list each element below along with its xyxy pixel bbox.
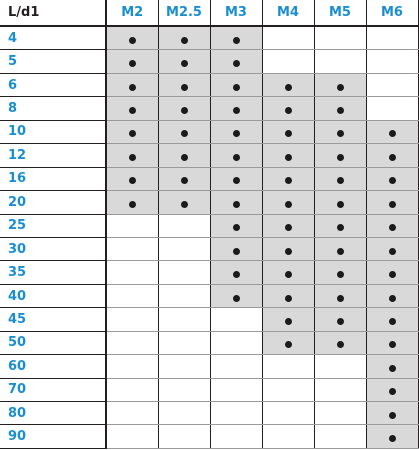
table-cell <box>262 120 314 143</box>
filled-dot-icon <box>389 388 396 395</box>
table-cell <box>210 167 262 190</box>
table-row <box>0 97 418 120</box>
filled-dot-icon <box>337 295 344 302</box>
table-cell <box>366 261 418 284</box>
table-cell <box>262 402 314 425</box>
table-cell <box>210 191 262 214</box>
filled-dot-icon <box>233 177 240 184</box>
table-cell <box>106 191 158 214</box>
table-cell <box>314 308 366 331</box>
table-cell <box>106 144 158 167</box>
table-cell <box>314 378 366 401</box>
table-cell <box>366 26 418 50</box>
table-row <box>0 191 418 214</box>
filled-dot-icon <box>389 130 396 137</box>
filled-dot-icon <box>285 201 292 208</box>
filled-dot-icon <box>337 341 344 348</box>
table-cell <box>314 331 366 354</box>
filled-dot-icon <box>285 84 292 91</box>
table-row <box>0 425 418 449</box>
table-cell <box>158 97 210 120</box>
filled-dot-icon <box>285 271 292 278</box>
filled-dot-icon <box>389 248 396 255</box>
table-cell <box>106 237 158 260</box>
filled-dot-icon <box>233 201 240 208</box>
table-cell <box>158 261 210 284</box>
row-label: 60 <box>0 355 106 378</box>
table-cell <box>366 425 418 449</box>
table-row <box>0 308 418 331</box>
filled-dot-icon <box>389 177 396 184</box>
table-cell <box>210 284 262 307</box>
table-cell <box>262 284 314 307</box>
table-cell <box>366 402 418 425</box>
table-cell <box>314 425 366 449</box>
filled-dot-icon <box>337 271 344 278</box>
filled-dot-icon <box>129 60 136 67</box>
table-cell <box>106 120 158 143</box>
table-cell <box>314 97 366 120</box>
table-cell <box>210 261 262 284</box>
filled-dot-icon <box>233 224 240 231</box>
table-cell <box>106 355 158 378</box>
row-label: 45 <box>0 308 106 331</box>
row-label: 6 <box>0 73 106 96</box>
table-cell <box>314 284 366 307</box>
row-label: 25 <box>0 214 106 237</box>
filled-dot-icon <box>233 295 240 302</box>
filled-dot-icon <box>233 130 240 137</box>
table-row <box>0 120 418 143</box>
table-cell <box>106 167 158 190</box>
row-label: 50 <box>0 331 106 354</box>
table-cell <box>262 355 314 378</box>
table-cell <box>106 97 158 120</box>
table-cell <box>262 97 314 120</box>
column-header: M3 <box>210 0 262 26</box>
filled-dot-icon <box>129 130 136 137</box>
filled-dot-icon <box>233 37 240 44</box>
table-row <box>0 378 418 401</box>
filled-dot-icon <box>285 341 292 348</box>
filled-dot-icon <box>285 248 292 255</box>
filled-dot-icon <box>129 154 136 161</box>
filled-dot-icon <box>181 37 188 44</box>
table-cell <box>106 73 158 96</box>
row-label: 4 <box>0 26 106 50</box>
filled-dot-icon <box>233 84 240 91</box>
column-header: M2 <box>106 0 158 26</box>
table-cell <box>314 144 366 167</box>
row-label: 20 <box>0 191 106 214</box>
column-header: M2.5 <box>158 0 210 26</box>
filled-dot-icon <box>285 154 292 161</box>
table-cell <box>262 308 314 331</box>
table-cell <box>366 214 418 237</box>
table-cell <box>262 237 314 260</box>
filled-dot-icon <box>337 177 344 184</box>
table-cell <box>210 425 262 449</box>
table-cell <box>106 331 158 354</box>
table-cell <box>158 120 210 143</box>
table-cell <box>106 425 158 449</box>
table-cell <box>314 167 366 190</box>
table-cell <box>210 214 262 237</box>
table-cell <box>262 167 314 190</box>
table-cell <box>210 73 262 96</box>
table-cell <box>106 284 158 307</box>
table-cell <box>314 50 366 73</box>
table-cell <box>106 261 158 284</box>
table-cell <box>262 214 314 237</box>
table-cell <box>106 214 158 237</box>
filled-dot-icon <box>389 271 396 278</box>
table-row <box>0 261 418 284</box>
table-row <box>0 402 418 425</box>
table-cell <box>314 26 366 50</box>
filled-dot-icon <box>129 84 136 91</box>
table-cell <box>158 191 210 214</box>
table-cell <box>210 402 262 425</box>
row-label: 12 <box>0 144 106 167</box>
table-cell <box>314 402 366 425</box>
filled-dot-icon <box>129 107 136 114</box>
filled-dot-icon <box>285 224 292 231</box>
filled-dot-icon <box>337 107 344 114</box>
table-row <box>0 73 418 96</box>
filled-dot-icon <box>389 224 396 231</box>
table-cell <box>106 402 158 425</box>
table-row <box>0 26 418 50</box>
table-cell <box>262 50 314 73</box>
table-cell <box>210 97 262 120</box>
row-label: 30 <box>0 237 106 260</box>
table-row <box>0 167 418 190</box>
table-cell <box>262 73 314 96</box>
table-row <box>0 144 418 167</box>
filled-dot-icon <box>129 37 136 44</box>
table-cell <box>366 191 418 214</box>
row-label: 35 <box>0 261 106 284</box>
filled-dot-icon <box>389 318 396 325</box>
table-cell <box>366 120 418 143</box>
filled-dot-icon <box>233 154 240 161</box>
filled-dot-icon <box>129 201 136 208</box>
table-cell <box>106 378 158 401</box>
table-cell <box>366 144 418 167</box>
table-cell <box>262 261 314 284</box>
filled-dot-icon <box>389 341 396 348</box>
filled-dot-icon <box>285 130 292 137</box>
filled-dot-icon <box>233 60 240 67</box>
table-cell <box>158 402 210 425</box>
filled-dot-icon <box>233 271 240 278</box>
table-cell <box>210 50 262 73</box>
column-header: M4 <box>262 0 314 26</box>
table-cell <box>262 378 314 401</box>
filled-dot-icon <box>337 201 344 208</box>
table-cell <box>158 284 210 307</box>
filled-dot-icon <box>285 177 292 184</box>
column-header: M6 <box>366 0 418 26</box>
table-cell <box>366 237 418 260</box>
filled-dot-icon <box>337 130 344 137</box>
filled-dot-icon <box>389 435 396 442</box>
table-cell <box>158 237 210 260</box>
filled-dot-icon <box>389 154 396 161</box>
filled-dot-icon <box>285 295 292 302</box>
table-cell <box>158 331 210 354</box>
corner-label: L/d1 <box>0 0 106 26</box>
table-cell <box>158 308 210 331</box>
table-cell <box>158 26 210 50</box>
table-cell <box>262 425 314 449</box>
table-cell <box>106 50 158 73</box>
table-cell <box>210 308 262 331</box>
table-cell <box>158 214 210 237</box>
filled-dot-icon <box>337 248 344 255</box>
table-row <box>0 214 418 237</box>
table-cell <box>314 355 366 378</box>
table-cell <box>158 73 210 96</box>
filled-dot-icon <box>181 60 188 67</box>
filled-dot-icon <box>389 412 396 419</box>
table-cell <box>210 378 262 401</box>
table-cell <box>314 191 366 214</box>
table-cell <box>210 26 262 50</box>
table-cell <box>366 355 418 378</box>
table-cell <box>262 331 314 354</box>
filled-dot-icon <box>233 248 240 255</box>
table-cell <box>158 144 210 167</box>
column-header: M5 <box>314 0 366 26</box>
table-cell <box>106 308 158 331</box>
filled-dot-icon <box>181 154 188 161</box>
header-row <box>0 0 418 26</box>
row-label: 40 <box>0 284 106 307</box>
table-cell <box>366 331 418 354</box>
table-cell <box>262 191 314 214</box>
table-row <box>0 331 418 354</box>
row-label: 80 <box>0 402 106 425</box>
table-row <box>0 237 418 260</box>
table-cell <box>158 167 210 190</box>
filled-dot-icon <box>389 365 396 372</box>
table-cell <box>262 144 314 167</box>
table-cell <box>366 308 418 331</box>
row-label: 10 <box>0 120 106 143</box>
table-cell <box>366 378 418 401</box>
row-label: 90 <box>0 425 106 449</box>
table-cell <box>210 120 262 143</box>
filled-dot-icon <box>389 201 396 208</box>
table-cell <box>262 26 314 50</box>
table-cell <box>210 237 262 260</box>
filled-dot-icon <box>389 295 396 302</box>
table-cell <box>314 120 366 143</box>
table-cell <box>314 261 366 284</box>
filled-dot-icon <box>181 84 188 91</box>
table-cell <box>366 50 418 73</box>
table-cell <box>314 73 366 96</box>
filled-dot-icon <box>337 84 344 91</box>
table-cell <box>158 378 210 401</box>
table-cell <box>314 237 366 260</box>
table-cell <box>314 214 366 237</box>
filled-dot-icon <box>129 177 136 184</box>
table-cell <box>158 50 210 73</box>
filled-dot-icon <box>181 177 188 184</box>
table-cell <box>366 167 418 190</box>
filled-dot-icon <box>181 130 188 137</box>
table-row <box>0 50 418 73</box>
filled-dot-icon <box>285 318 292 325</box>
filled-dot-icon <box>337 318 344 325</box>
row-label: 5 <box>0 50 106 73</box>
row-label: 8 <box>0 97 106 120</box>
filled-dot-icon <box>337 224 344 231</box>
table-cell <box>366 284 418 307</box>
filled-dot-icon <box>337 154 344 161</box>
filled-dot-icon <box>233 107 240 114</box>
table-cell <box>210 331 262 354</box>
filled-dot-icon <box>285 107 292 114</box>
table-cell <box>106 26 158 50</box>
filled-dot-icon <box>181 107 188 114</box>
table-cell <box>158 355 210 378</box>
table-row <box>0 284 418 307</box>
table-row <box>0 355 418 378</box>
filled-dot-icon <box>181 201 188 208</box>
table-cell <box>158 425 210 449</box>
table-cell <box>366 73 418 96</box>
table-body <box>0 26 418 449</box>
table-cell <box>210 144 262 167</box>
table-cell <box>366 97 418 120</box>
table-cell <box>210 355 262 378</box>
row-label: 70 <box>0 378 106 401</box>
row-label: 16 <box>0 167 106 190</box>
